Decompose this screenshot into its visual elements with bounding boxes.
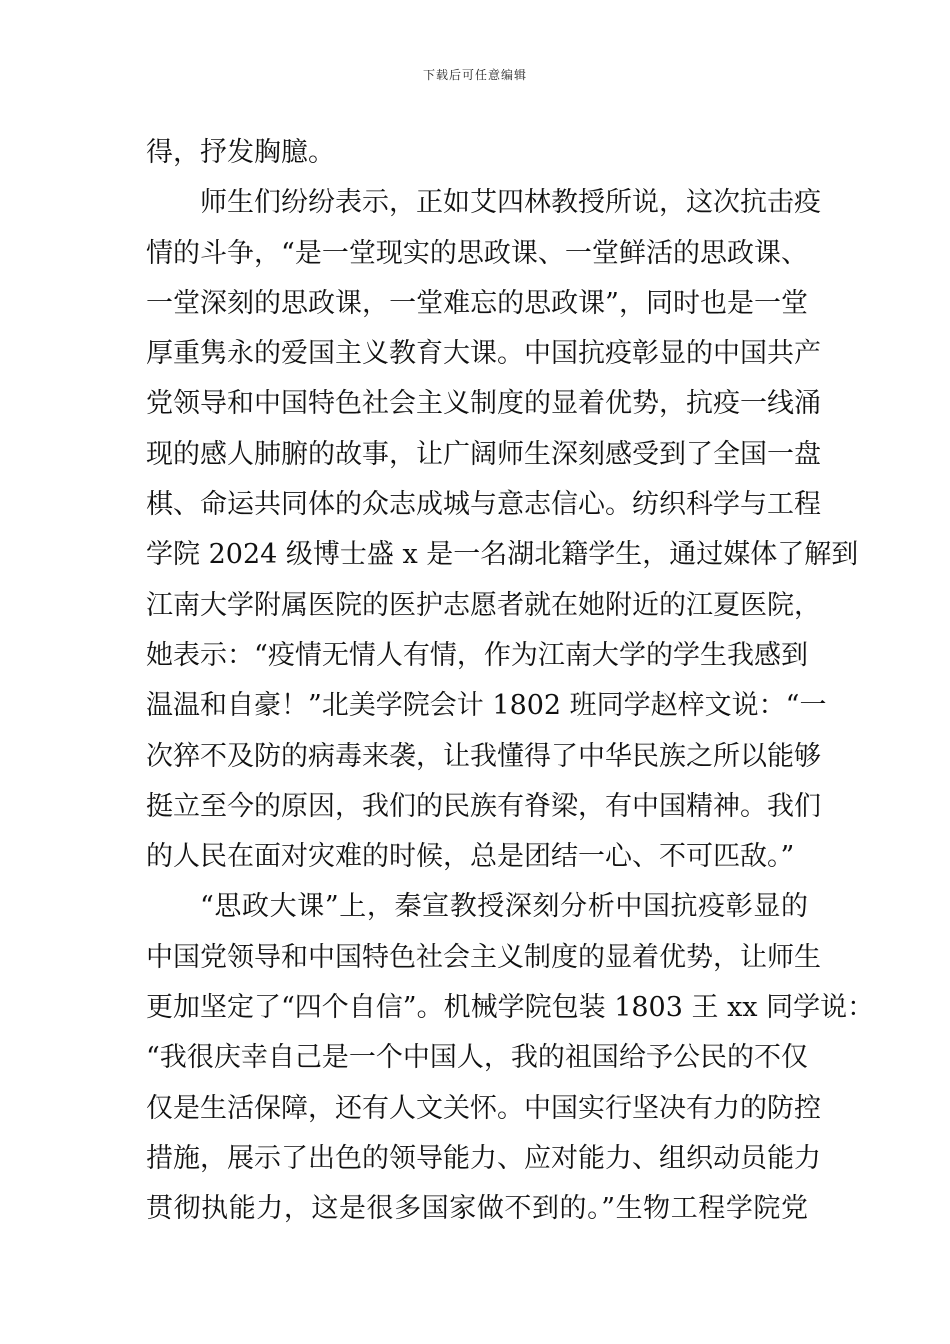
text-line: 挺立至今的原因，我们的民族有脊梁，有中国精神。我们 — [146, 790, 821, 822]
text-line: 更加坚定了“四个自信”。机械学院包装 1803 王 xx 同学说： — [146, 992, 875, 1024]
text-line: 厚重隽永的爱国主义教育大课。中国抗疫彰显的中国共产 — [146, 338, 821, 370]
document-body — [146, 128, 875, 1235]
page-header: 下载后可任意编辑 — [422, 68, 527, 82]
text-line: 学院 2024 级博士盛 x 是一名湖北籍学生，通过媒体了解到 — [146, 539, 859, 571]
text-line: 师生们纷纷表示，正如艾四林教授所说，这次抗击疫 — [200, 187, 821, 219]
text-line: 温温和自豪！”北美学院会计 1802 班同学赵梓文说：“一 — [146, 690, 827, 722]
text-line: 党领导和中国特色社会主义制度的显着优势，抗疫一线涌 — [146, 388, 821, 420]
text-line: 现的感人肺腑的故事，让广阔师生深刻感受到了全国一盘 — [146, 438, 821, 470]
text-line: 仅是生活保障，还有人文关怀。中国实行坚决有力的防控 — [146, 1092, 821, 1124]
text-line: 江南大学附属医院的医护志愿者就在她附近的江夏医院， — [146, 589, 821, 621]
text-line: 措施，展示了出色的领导能力、应对能力、组织动员能力 — [146, 1142, 821, 1174]
text-line: 次猝不及防的病毒来袭，让我懂得了中华民族之所以能够 — [146, 740, 821, 772]
text-line: “我很庆幸自己是一个中国人，我的祖国给予公民的不仅 — [146, 1042, 808, 1074]
text-line: 她表示：“疫情无情人有情，作为江南大学的学生我感到 — [146, 639, 808, 671]
text-line: 中国党领导和中国特色社会主义制度的显着优势，让师生 — [146, 941, 821, 973]
text-line: “思政大课”上，秦宣教授深刻分析中国抗疫彰显的 — [200, 891, 808, 923]
text-line: 得，抒发胸臆。 — [146, 137, 335, 168]
text-line: 情的斗争，“是一堂现实的思政课、一堂鲜活的思政课、 — [146, 237, 808, 269]
text-line: 棋、命运共同体的众志成城与意志信心。纺织科学与工程 — [146, 489, 821, 521]
text-line: 的人民在面对灾难的时候，总是团结一心、不可匹敌。” — [146, 841, 795, 873]
text-line: 贯彻执能力，这是很多国家做不到的。”生物工程学院党 — [146, 1193, 808, 1225]
text-line: 一堂深刻的思政课，一堂难忘的思政课”，同时也是一堂 — [146, 287, 808, 319]
